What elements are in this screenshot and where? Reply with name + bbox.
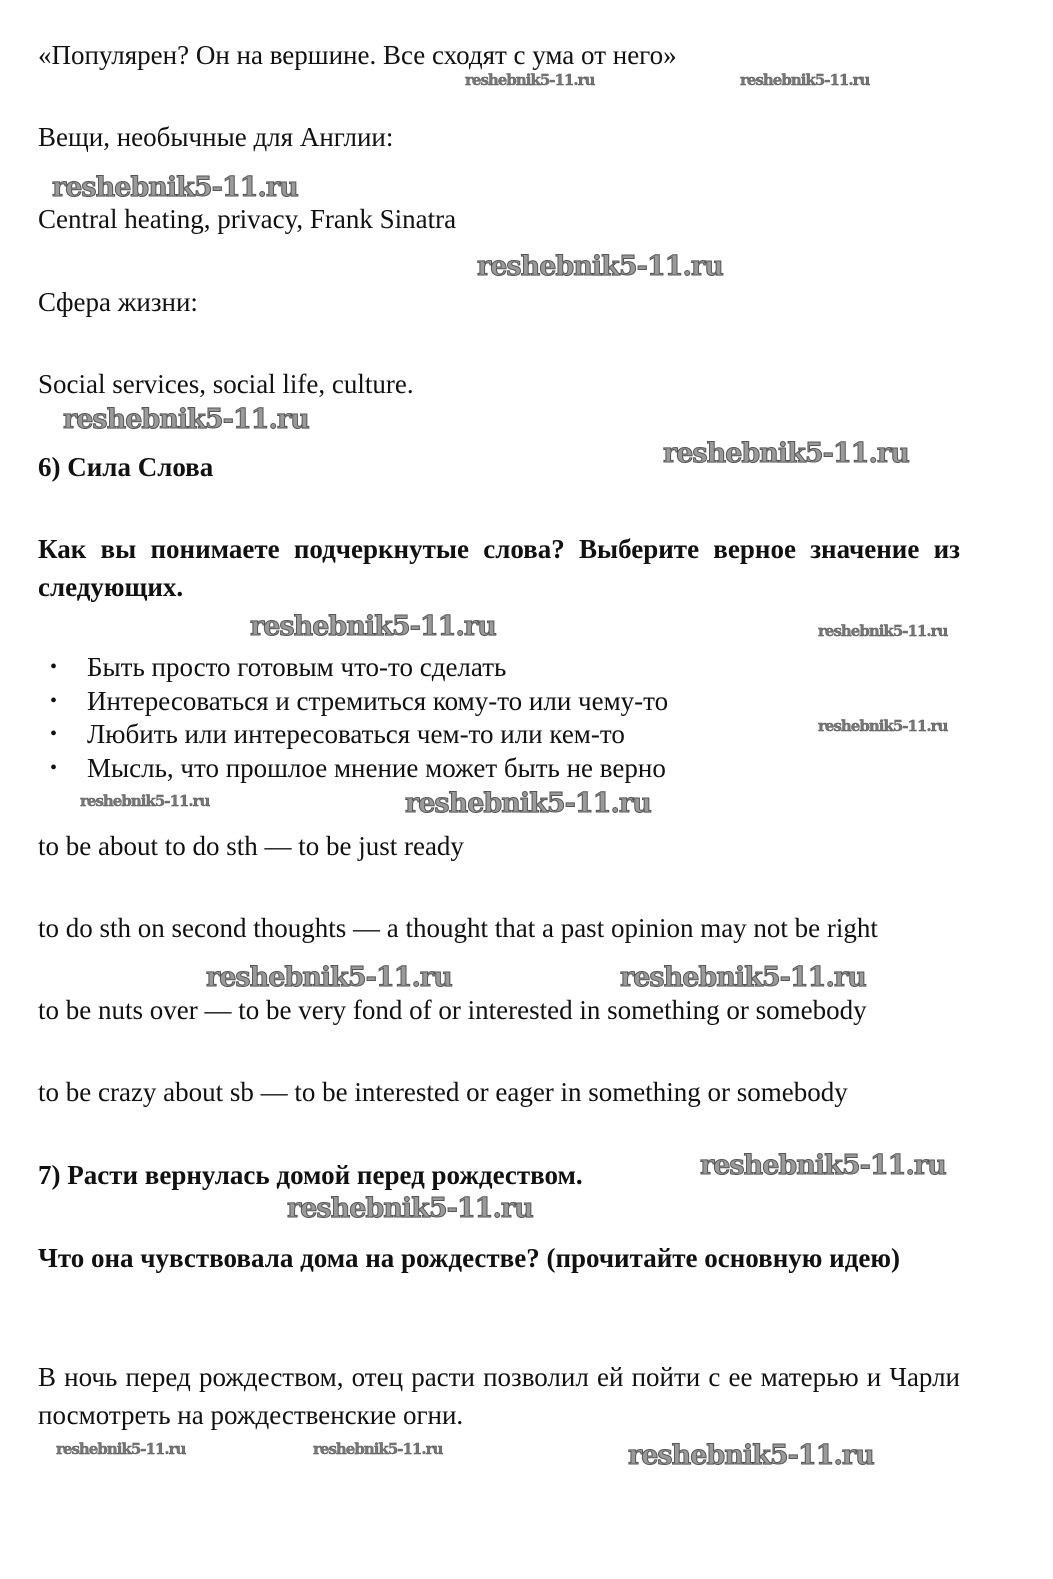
watermark: reshebnik5-11.ru bbox=[663, 438, 909, 469]
watermark: reshebnik5-11.ru bbox=[80, 792, 210, 810]
watermark: reshebnik5-11.ru bbox=[287, 1193, 533, 1224]
watermark: reshebnik5-11.ru bbox=[63, 404, 309, 435]
list-item: • Интересоваться и стремиться кому-то или чему-то bbox=[38, 685, 668, 719]
sphere-label: Сфера жизни: bbox=[38, 287, 198, 317]
list-item: • Любить или интересоваться чем-то или кем-то bbox=[38, 718, 668, 752]
question-6: Как вы понимаете подчеркнутые слова? Выберите верное значение из следующих. bbox=[38, 534, 960, 602]
watermark: reshebnik5-11.ru bbox=[740, 71, 870, 89]
watermark: reshebnik5-11.ru bbox=[620, 962, 866, 993]
definition-1: to be about to do sth — to be just ready bbox=[38, 831, 464, 861]
watermark: reshebnik5-11.ru bbox=[52, 172, 298, 203]
watermark: reshebnik5-11.ru bbox=[250, 611, 496, 642]
watermark: reshebnik5-11.ru bbox=[56, 1440, 186, 1458]
heading-6: 6) Сила Слова bbox=[38, 452, 214, 482]
definition-3: to be nuts over — to be very fond of or interested in something or somebody bbox=[38, 995, 867, 1025]
definition-4: to be crazy about sb — to be interested or eager in something or somebody bbox=[38, 1077, 848, 1107]
meaning-list bbox=[38, 651, 668, 785]
watermark: reshebnik5-11.ru bbox=[313, 1440, 443, 1458]
unusual-label: Вещи, необычные для Англии: bbox=[38, 122, 394, 152]
watermark: reshebnik5-11.ru bbox=[465, 71, 595, 89]
watermark: reshebnik5-11.ru bbox=[818, 717, 948, 735]
heading-7: 7) Расти вернулась домой перед рождеством. bbox=[38, 1160, 583, 1190]
quote-text: «Популярен? Он на вершине. Все сходят с ума от него» bbox=[38, 40, 677, 70]
question-7: Что она чувствовала дома на рождестве? (прочитайте основную идею) bbox=[38, 1243, 900, 1273]
watermark: reshebnik5-11.ru bbox=[818, 622, 948, 640]
definition-2: to do sth on second thoughts — a thought that a past opinion may not be right bbox=[38, 913, 878, 943]
list-item: • Быть просто готовым что-то сделать bbox=[38, 651, 668, 685]
watermark: reshebnik5-11.ru bbox=[405, 788, 651, 819]
answer-7: В ночь перед рождеством, отец расти позволил ей пойти с ее матерью и Чарли посмотреть на рождественские огни. bbox=[38, 1362, 960, 1430]
watermark: reshebnik5-11.ru bbox=[628, 1440, 874, 1471]
list-item: • Мысль, что прошлое мнение может быть не верно bbox=[38, 752, 668, 786]
watermark: reshebnik5-11.ru bbox=[206, 962, 452, 993]
watermark: reshebnik5-11.ru bbox=[477, 251, 723, 282]
unusual-items: Central heating, privacy, Frank Sinatra bbox=[38, 204, 457, 234]
watermark: reshebnik5-11.ru bbox=[700, 1150, 946, 1181]
sphere-items: Social services, social life, culture. bbox=[38, 369, 414, 399]
